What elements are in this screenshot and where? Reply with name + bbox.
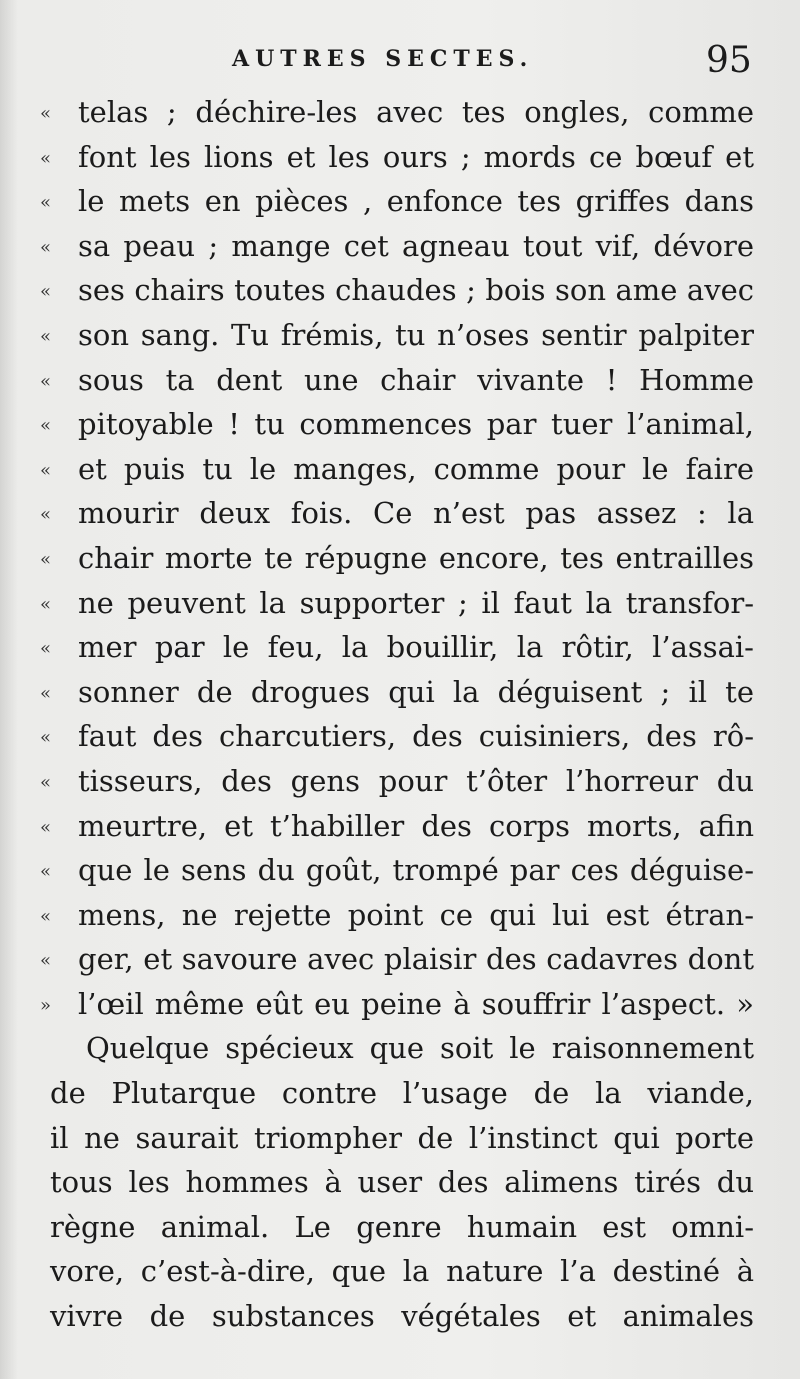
quote-mark: « [40, 415, 52, 437]
text-line: mer par le feu, la bouillir, la rôtir, l’assai- [78, 630, 754, 665]
text-line: mourir deux fois. Ce n’est pas assez : la [78, 496, 754, 531]
quote-mark: « [40, 459, 52, 481]
text-line: chair morte te répugne encore, tes entrailles [78, 540, 754, 575]
text-line: mens, ne rejette point ce qui lui est étran- [78, 897, 754, 932]
page-number: 95 [706, 40, 752, 81]
text-line: telas ; déchire-les avec tes ongles, comme [78, 95, 754, 129]
text-line: ses chairs toutes chaudes ; bois son ame avec [78, 273, 754, 308]
text-line: sous ta dent une chair vivante ! Homme [78, 362, 754, 397]
quote-mark: « [40, 236, 52, 258]
quote-mark: « [40, 861, 52, 883]
paragraph-line: de Plutarque contre l’usage de la viande, [50, 1076, 754, 1111]
body-text [0, 90, 800, 1339]
text-line: font les lions et les ours ; mords ce bœuf et [78, 139, 754, 174]
paragraph-line: vivre de substances végétales et animales [50, 1299, 754, 1334]
quote-mark: « [40, 548, 52, 570]
quote-mark: « [40, 103, 52, 124]
paragraph-line: tous les hommes à user des alimens tirés du [50, 1165, 754, 1200]
paragraph-line: Quelque spécieux que soit le raisonnement [86, 1031, 754, 1066]
quote-mark: « [40, 192, 52, 214]
quote-mark: « [40, 504, 52, 526]
text-line: le mets en pièces , enfonce tes griffes dans [78, 184, 754, 219]
text-line: ne peuvent la supporter ; il faut la transfor- [78, 585, 754, 620]
text-line: sa peau ; mange cet agneau tout vif, dévore [78, 228, 754, 263]
quote-mark: « [40, 905, 52, 927]
text-line: meurtre, et t’habiller des corps morts, afin [78, 808, 754, 843]
quote-mark: « [40, 325, 52, 347]
text-line: l’œil même eût eu peine à souffrir l’aspect. » [78, 986, 754, 1021]
quote-mark: « [40, 638, 52, 660]
text-line: que le sens du goût, trompé par ces déguise- [78, 853, 754, 888]
paragraph-line: il ne saurait triompher de l’instinct qui porte [50, 1120, 754, 1155]
quote-mark: « [40, 147, 52, 169]
quote-mark: « [40, 682, 52, 704]
paragraph-line: règne animal. Le genre humain est omni- [50, 1209, 754, 1244]
text-line: et puis tu le manges, comme pour le faire [78, 451, 754, 486]
text-line: ger, et savoure avec plaisir des cadavres dont [78, 942, 754, 977]
quote-mark: « [40, 950, 52, 972]
quote-mark: « [40, 370, 52, 392]
quote-mark: « [40, 593, 52, 615]
text-line: pitoyable ! tu commences par tuer l’animal, [78, 407, 754, 442]
paragraph-line: vore, c’est-à-dire, que la nature l’a destiné à [50, 1254, 754, 1289]
quote-mark: « [40, 727, 52, 749]
closing-quote-mark: » [40, 994, 52, 1016]
text-line: faut des charcutiers, des cuisiniers, des rô- [78, 719, 754, 754]
running-head-title: AUTRES SECTES. [232, 46, 534, 72]
quote-mark: « [40, 816, 52, 838]
running-head [0, 40, 800, 80]
text-line: sonner de drogues qui la déguisent ; il te [78, 674, 754, 709]
text-line: tisseurs, des gens pour t’ôter l’horreur du [78, 763, 754, 798]
quote-mark: « [40, 281, 52, 303]
text-line: son sang. Tu frémis, tu n’oses sentir palpiter [78, 317, 754, 352]
quote-mark: « [40, 771, 52, 793]
